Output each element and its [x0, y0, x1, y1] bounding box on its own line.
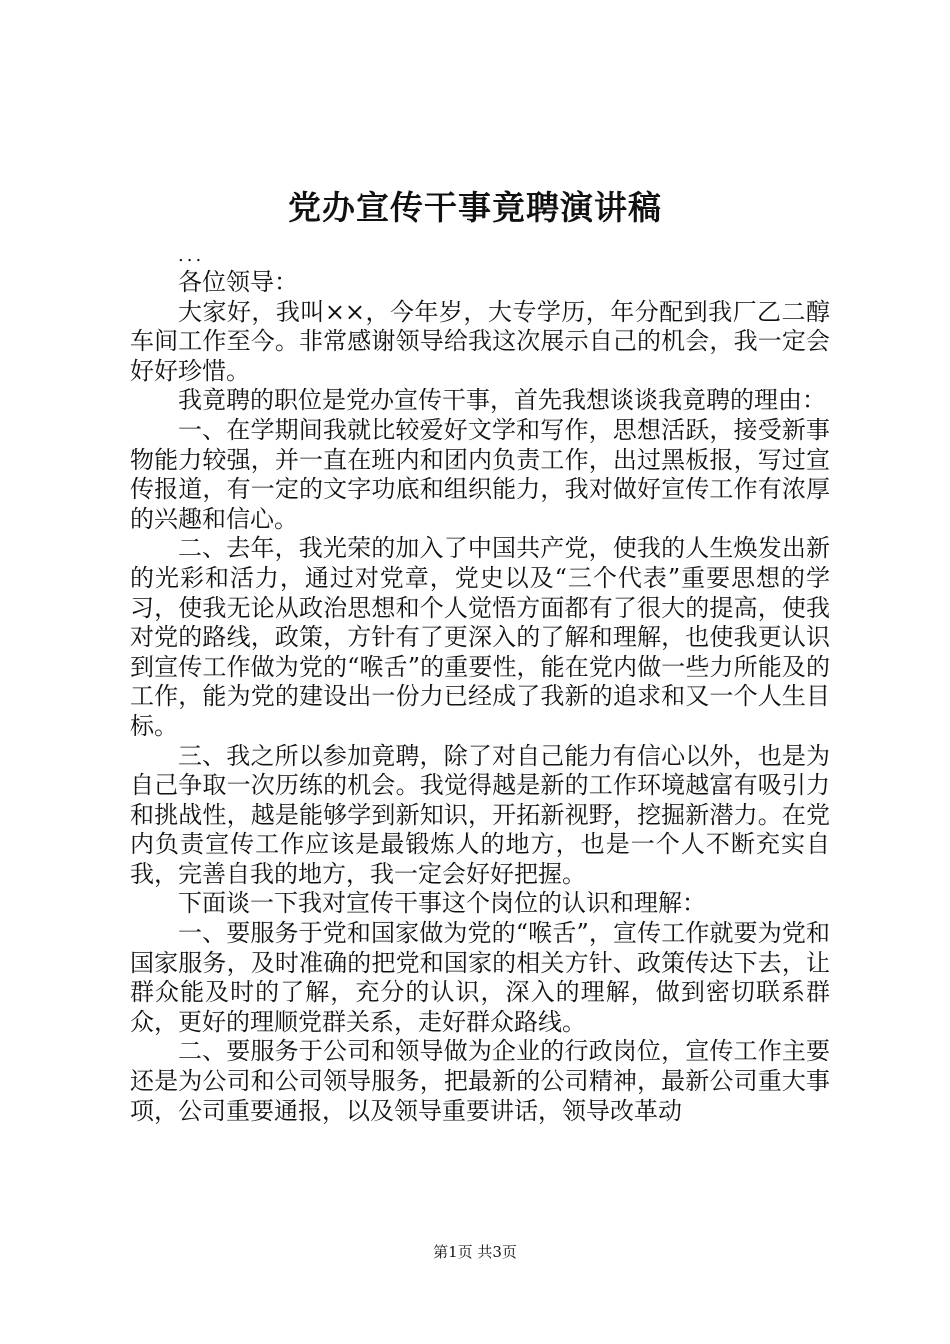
paragraph-reason-1: 一、在学期间我就比较爱好文学和写作，思想活跃，接受新事物能力较强，并一直在班内和团内负责工作，出过黑板报，写过宣传报道，有一定的文字功底和组织能力，我对做好宣传工作有浓厚的兴趣和信心。 — [130, 415, 830, 533]
paragraph-understanding-intro: 下面谈一下我对宣传干事这个岗位的认识和理解： — [178, 889, 706, 918]
paragraph-reason-2: 二、去年，我光荣的加入了中国共产党，使我的人生焕发出新的光彩和活力，通过对党章，党史以及“三个代表”重要思想的学习，使我无论从政治思想和个人觉悟方面都有了很大的提高，使我对党的路线，政策，方针有了更深入的了解和理解，也使我更认识到宣传工作做为党的“喉舌”的重要性，能在党内做一些力所能及的工作，能为党的建设出一份力已经成了我新的追求和又一个人生目标。 — [130, 534, 830, 740]
paragraph-understanding-2: 二、要服务于公司和领导做为企业的行政岗位，宣传工作主要还是为公司和公司领导服务，把最新的公司精神，最新公司重大事项，公司重要通报，以及领导重要讲话，领导改革动 — [130, 1037, 830, 1125]
page-number-footer: 第1页 共3页 — [433, 1243, 517, 1261]
paragraph-reason-3: 三、我之所以参加竟聘，除了对自己能力有信心以外，也是为自己争取一次历练的机会。我觉得越是新的工作环境越富有吸引力和挑战性，越是能够学到新知识，开拓新视野，挖掘新潜力。在党内负责宣传工作应该是最锻炼人的地方，也是一个人不断充实自我，完善自我的地方，我一定会好好把握。 — [130, 741, 830, 888]
paragraph-salutation: 各位领导： — [178, 268, 298, 296]
paragraph-introduction: 大家好，我叫××，今年岁，大专学历，年分配到我厂乙二醇车间工作至今。非常感谢领导给我这次展示自己的机会，我一定会好好珍惜。 — [130, 297, 830, 385]
paragraph-understanding-1: 一、要服务于党和国家做为党的“喉舌”，宣传工作就要为党和国家服务，及时准确的把党和国家的相关方针、政策传达下去，让群众能及时的了解，充分的认识，深入的理解，做到密切联系群众，更好的理顺党群关系，走好群众路线。 — [130, 919, 830, 1036]
document-body — [130, 268, 830, 1126]
document-title: 党办宣传干事竟聘演讲稿 — [288, 188, 662, 227]
paragraph-position: 我竟聘的职位是党办宣传干事，首先我想谈谈我竟聘的理由： — [178, 386, 826, 415]
ellipsis-marker: ... — [178, 245, 205, 266]
